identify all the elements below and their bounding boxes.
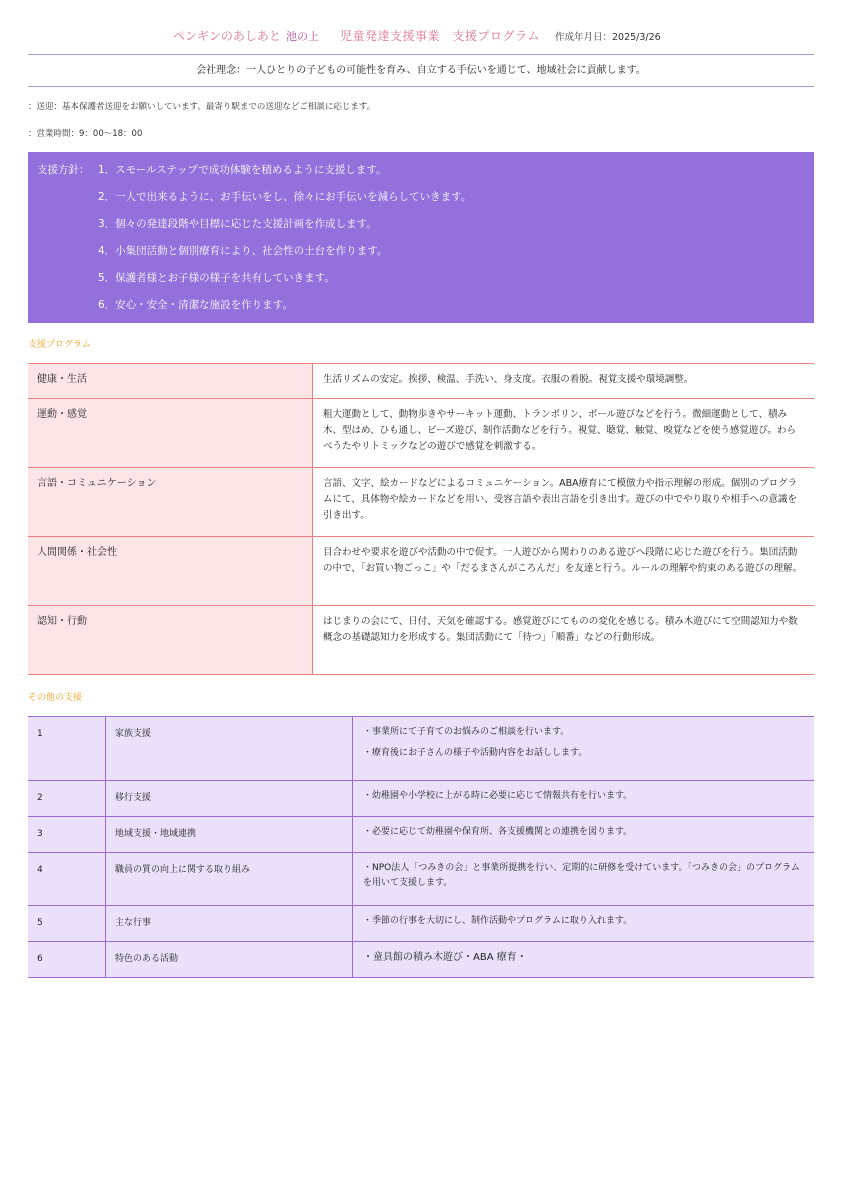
document-page: [28, 0, 814, 964]
policy-item: 3．個々の発達段階や目標に応じた支援計画を作成します。: [98, 218, 377, 230]
row-number: 6: [28, 942, 106, 978]
table-row: [28, 906, 814, 942]
row-number: 1: [28, 717, 106, 781]
policy-label: 支援方針：: [37, 164, 90, 176]
program-category: 言語・コミュニケーション: [28, 468, 313, 537]
policy-item: 5．保護者様とお子様の様子を共有していきます。: [98, 272, 335, 284]
program-description: 目合わせや要求を遊びや活動の中で促す。一人遊びから関わりのある遊びへ段階に応じた遊びを行う。集団活動の中で、「お買い物ごっこ」や「だるまさんがころんだ」を友達と行う。ルールの理解や約束のある遊びの理解。: [313, 537, 815, 606]
table-row: [28, 606, 814, 675]
facility-name: 池の上: [286, 30, 319, 43]
description-line: ・療育後にお子さんの様子や活動内容をお話しします。: [363, 748, 588, 758]
creation-date: 作成年月日：2025/3/26: [555, 32, 661, 43]
support-category: 特色のある活動: [106, 942, 353, 978]
support-description: [353, 717, 815, 781]
description-line: ・必要に応じて幼稚園や保育所、各支援機関との連携を図ります。: [363, 827, 633, 837]
program-title: 児童発達支援事業 支援プログラム: [340, 29, 540, 43]
other-support-section-label: その他の支援: [28, 693, 83, 703]
support-description: [353, 853, 815, 906]
support-category: 職員の質の向上に関する取り組み: [106, 853, 353, 906]
description-line: ・季節の行事を大切にし、制作活動やプログラムに取り入れます。: [363, 916, 633, 926]
row-number: 5: [28, 906, 106, 942]
document-header: [28, 0, 814, 55]
table-row: [28, 399, 814, 468]
support-category: 家族支援: [106, 717, 353, 781]
table-row: [28, 817, 814, 853]
program-description: はじまりの会にて、日付、天気を確認する。感覚遊びにてものの変化を感じる。積み木遊びにて空間認知力や数概念の基礎認知力を形成する。集団活動にて「待つ」「順番」などの行動形成。: [313, 606, 815, 675]
program-category: 運動・感覚: [28, 399, 313, 468]
table-row: [28, 537, 814, 606]
policy-item: 6．安心・安全・清潔な施設を作ります。: [98, 299, 293, 311]
description-line: ・童具館の積み木遊び・ABA 療育・: [363, 952, 527, 963]
support-category: 移行支援: [106, 781, 353, 817]
hours-note: ：営業時間：9：00〜18：00: [28, 129, 143, 139]
support-policy-box: [28, 152, 814, 323]
other-support-table: [28, 716, 814, 978]
policy-item: 1．スモールステップで成功体験を積めるように支援します。: [98, 164, 387, 176]
program-section-label: 支援プログラム: [28, 340, 91, 350]
row-number: 2: [28, 781, 106, 817]
support-category: 地域支援・地域連携: [106, 817, 353, 853]
policy-item: 4．小集団活動と個別療育により、社会性の土台を作ります。: [98, 245, 388, 257]
support-description: [353, 817, 815, 853]
program-description: 言語、文字、絵カードなどによるコミュニケーション。ABA療育にて模倣力や指示理解の形成。個別のプログラムにて、具体物や絵カードなどを用い、受容言語や表出言語を引き出す。遊びの中でやり取りや相手への意識を引き出す。: [313, 468, 815, 537]
support-description: [353, 906, 815, 942]
support-program-table: [28, 363, 814, 675]
policy-item: 2．一人で出来るように、お手伝いをし、徐々にお手伝いを減らしていきます。: [98, 191, 472, 203]
table-row: [28, 942, 814, 978]
transport-note: ：送迎：基本保護者送迎をお願いしています。最寄り駅までの送迎などご相談に応じます。: [28, 102, 376, 112]
support-category: 主な行事: [106, 906, 353, 942]
table-row: [28, 717, 814, 781]
description-line: ・幼稚園や小学校に上がる時に必要に応じて情報共有を行います。: [363, 791, 633, 801]
table-row: [28, 364, 814, 399]
support-description: [353, 781, 815, 817]
table-row: [28, 468, 814, 537]
table-row: [28, 853, 814, 906]
program-category: 認知・行動: [28, 606, 313, 675]
program-description: 生活リズムの安定。挨拶、検温、手洗い、身支度。衣服の着脱。視覚支援や環境調整。: [313, 364, 815, 399]
support-description: [353, 942, 815, 978]
table-row: [28, 781, 814, 817]
program-category: 健康・生活: [28, 364, 313, 399]
program-description: 粗大運動として、動物歩きやサーキット運動、トランポリン、ボール遊びなどを行う。微細運動として、積み木、型はめ、ひも通し、ビーズ遊び、制作活動などを行う。視覚、聴覚、触覚、嗅覚などを使う感覚遊び。わらべうたやリトミックなどの遊びで感覚を刺激する。: [313, 399, 815, 468]
description-line: ・事業所にて子育てのお悩みのご相談を行います。: [363, 727, 570, 737]
company-philosophy: 会社理念：一人ひとりの子どもの可能性を育み、自立する手伝いを通じて、地域社会に貢献します。: [28, 55, 814, 87]
organization-name: ペンギンのあしあと: [173, 29, 281, 43]
description-line: ・NPO法人「つみきの会」と事業所提携を行い、定期的に研修を受けています。「つみきの会」のプログラムを用いて支援します。: [363, 863, 800, 888]
row-number: 4: [28, 853, 106, 906]
row-number: 3: [28, 817, 106, 853]
program-category: 人間関係・社会性: [28, 537, 313, 606]
